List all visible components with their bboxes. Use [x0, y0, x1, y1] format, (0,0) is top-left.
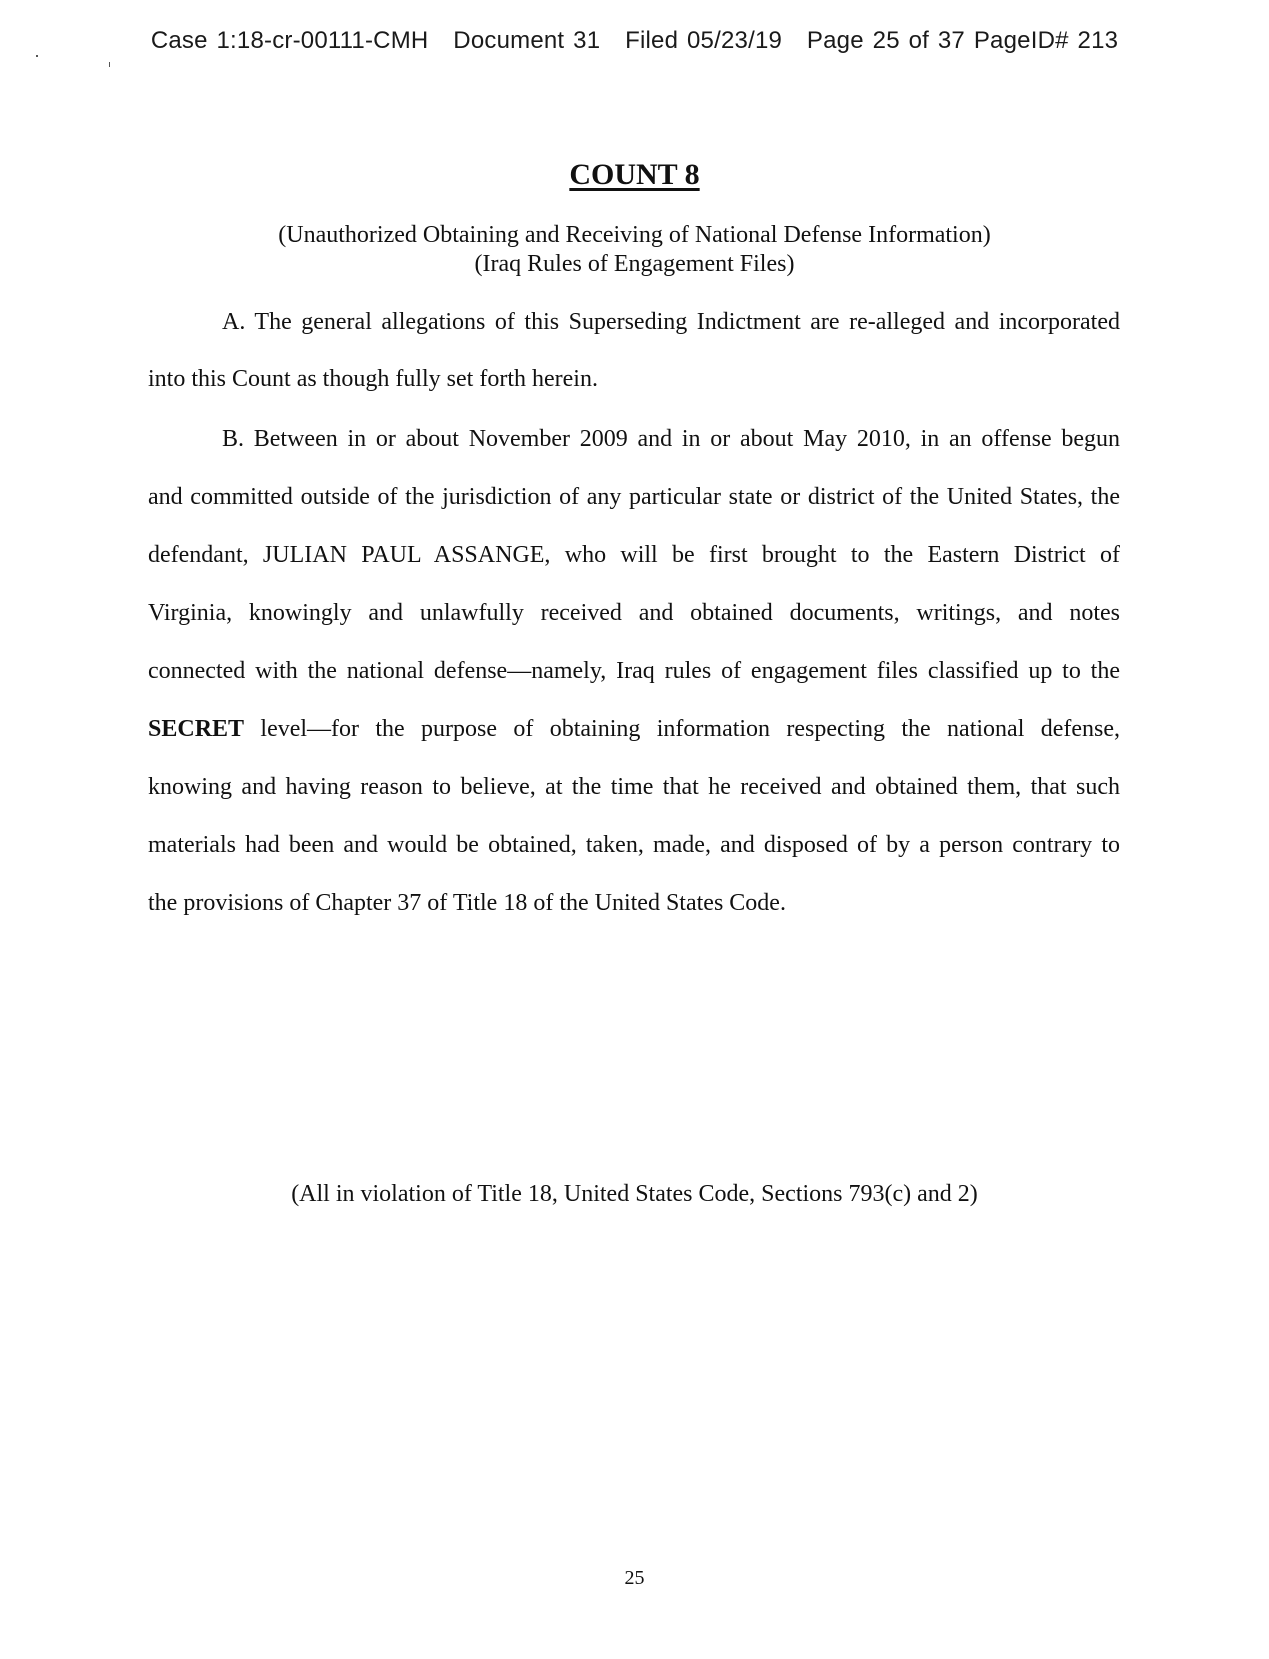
- paragraph-b-line: the provisions of Chapter 37 of Title 18 of the United States Code.: [148, 890, 786, 916]
- violation-citation: (All in violation of Title 18, United States Code, Sections 793(c) and 2): [291, 1181, 978, 1207]
- paragraph-b-line: knowing and having reason to believe, at the time that he received and obtained them, that such: [148, 774, 1120, 800]
- paragraph-b-line-text: level—for the purpose of obtaining information respecting the national defense,: [260, 716, 1120, 742]
- case-number: Case 1:18-cr-00111-CMH: [150, 27, 429, 54]
- paragraph-b-line: connected with the national defense—namely, Iraq rules of engagement files classified up to the: [148, 658, 1120, 684]
- scan-speck: [36, 55, 38, 57]
- paragraph-b-line: defendant, JULIAN PAUL ASSANGE, who will be first brought to the Eastern District of: [148, 542, 1120, 568]
- case-header: [0, 27, 1269, 55]
- paragraph-b-line: [148, 716, 1120, 743]
- count-title: COUNT 8: [569, 158, 700, 191]
- paragraph-a-line: A. The general allegations of this Superseding Indictment are re-alleged and incorporated: [222, 309, 1120, 335]
- page-id: Page 25 of 37 PageID# 213: [806, 27, 1119, 54]
- document-number: Document 31: [453, 27, 601, 54]
- count-subtitle: (Unauthorized Obtaining and Receiving of National Defense Information): [278, 222, 991, 248]
- paragraph-b-line: B. Between in or about November 2009 and in or about May 2010, in an offense begun: [222, 426, 1120, 452]
- paragraph-b-line: and committed outside of the jurisdiction of any particular state or district of the United States, the: [148, 484, 1120, 510]
- count-subtitle-files: (Iraq Rules of Engagement Files): [474, 251, 795, 277]
- classification-secret: SECRET: [148, 716, 245, 742]
- filed-date: Filed 05/23/19: [625, 27, 783, 54]
- page-number: 25: [624, 1567, 645, 1589]
- paragraph-a-line: into this Count as though fully set forth herein.: [148, 366, 598, 392]
- scan-speck: [109, 62, 110, 67]
- paragraph-b-line: Virginia, knowingly and unlawfully received and obtained documents, writings, and notes: [148, 600, 1120, 626]
- paragraph-b-line: materials had been and would be obtained, taken, made, and disposed of by a person contrary to: [148, 832, 1120, 858]
